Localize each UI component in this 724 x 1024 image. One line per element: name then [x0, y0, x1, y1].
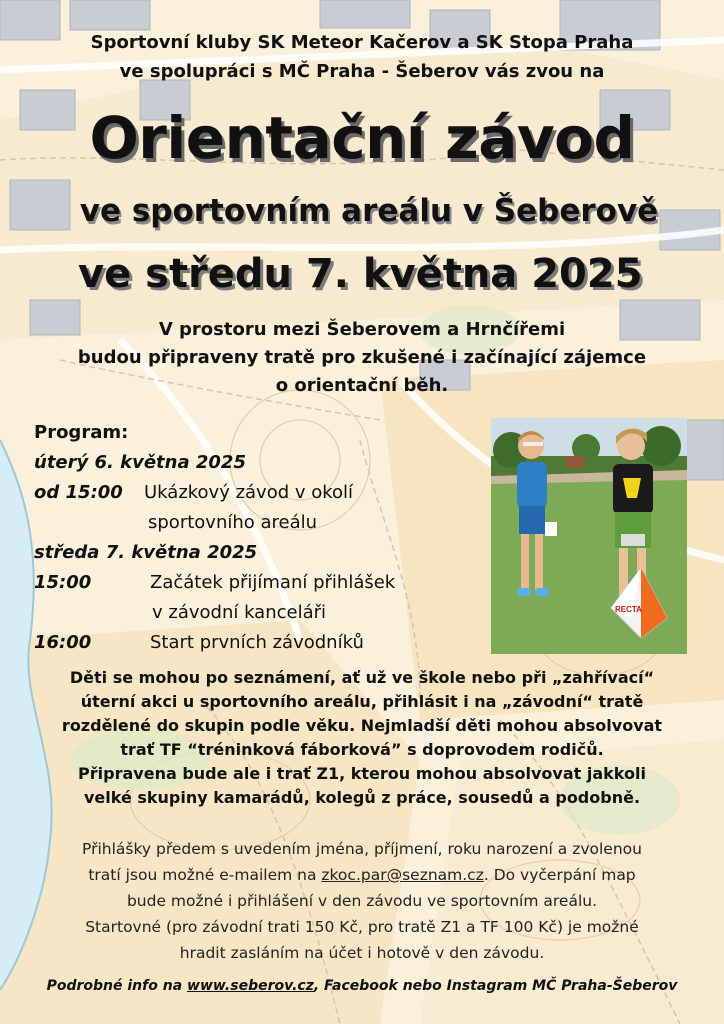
event-subtitle: ve sportovním areálu v Šeberově — [79, 193, 659, 229]
website-link[interactable]: www.seberov.cz — [187, 978, 314, 994]
registration-line: hradit zasláním na účet i hotově v den závodu. — [179, 944, 545, 962]
program-item — [34, 568, 474, 598]
description-line: trať TF “tréninková fáborková” s doprovodem rodičů. — [120, 740, 604, 759]
intro-text — [0, 28, 724, 86]
lead-line-1: V prostoru mezi Šeberovem a Hrnčířemi — [158, 319, 566, 340]
description-line: Připravena bude ale i trať Z1, kterou mohou absolvovat jakkoli — [78, 764, 646, 783]
program-event: sportovního areálu — [148, 512, 318, 533]
program-time: 16:00 — [34, 632, 92, 653]
program-heading: Program: — [34, 422, 129, 443]
registration-text: . Do vyčerpání map — [483, 866, 636, 884]
description-line: úterní akci u sportovního areálu, přihlásit i na „závodní“ tratě — [80, 692, 644, 711]
photo-children-orienteering — [491, 418, 687, 654]
registration-line — [0, 862, 724, 888]
lead-line-3: o orientační běh. — [275, 375, 449, 396]
email-link[interactable]: zkoc.par@seznam.cz — [321, 866, 484, 884]
footer — [0, 978, 724, 994]
event-date: ve středu 7. května 2025 — [78, 251, 643, 297]
program-section — [34, 418, 474, 658]
intro-line-2: ve spolupráci s MČ Praha - Šeberov vás zvou na — [119, 61, 605, 82]
program-item — [34, 478, 474, 508]
program-event: Start prvních závodníků — [150, 632, 364, 653]
description-line: rozdělené do skupin podle věku. Nejmladší děti mohou absolvovat — [61, 716, 663, 735]
program-event: Ukázkový závod v okolí — [144, 482, 354, 503]
program-item-cont — [34, 598, 474, 628]
program-day-1: úterý 6. května 2025 — [34, 452, 246, 473]
registration-text: tratí jsou možné e-mailem na — [88, 866, 322, 884]
registration-line: Startovné (pro závodní trati 150 Kč, pro tratě Z1 a TF 100 Kč) je možné — [85, 918, 639, 936]
program-item — [34, 628, 474, 658]
description-line: Děti se mohou po seznámení, ať už ve škole nebo při „zahřívací“ — [69, 668, 655, 687]
flag-label: RECTA — [615, 605, 642, 614]
program-day-2: středa 7. května 2025 — [34, 542, 258, 563]
description-bold — [0, 666, 724, 810]
lead-line-2: budou připraveny tratě pro zkušené i začínající zájemce — [77, 347, 647, 368]
program-event: Začátek přijímaní přihlášek — [150, 572, 396, 593]
intro-line-1: Sportovní kluby SK Meteor Kačerov a SK Stopa Praha — [90, 32, 634, 53]
registration-line: Přihlášky předem s uvedením jména, příjmení, roku narození a zvolenou — [82, 840, 642, 858]
description-line: velké skupiny kamarádů, kolegů z práce, sousedů a podobně. — [83, 788, 641, 807]
program-time: od 15:00 — [34, 482, 123, 503]
footer-text: , Facebook nebo Instagram MČ Praha-Šeberov — [313, 978, 678, 994]
event-title: Orientační závod — [89, 104, 635, 172]
registration-info — [0, 836, 724, 966]
lead-text — [0, 316, 724, 400]
registration-line: bude možné i přihlášení v den závodu ve sportovním areálu. — [126, 892, 598, 910]
program-event: v závodní kanceláři — [152, 602, 327, 623]
footer-text: Podrobné info na — [46, 978, 188, 994]
program-item-cont — [34, 508, 474, 538]
program-time: 15:00 — [34, 572, 92, 593]
